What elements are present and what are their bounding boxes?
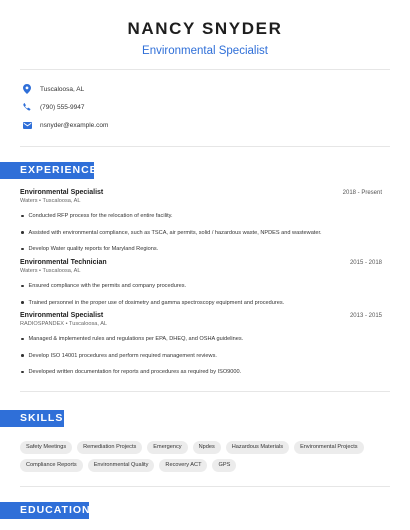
candidate-title: Environmental Specialist [142,45,268,57]
contact-location [20,82,390,96]
job-entry [20,259,382,316]
contact-email[interactable] [20,118,390,132]
skill-chip: Recovery ACT [159,459,207,472]
skills-list [20,441,390,472]
job-bullet: Managed & implemented rules and regulations per EPA, DHEQ, and OSHA guidelines. [20,336,382,353]
skill-chip: Remediation Projects [77,441,142,454]
skill-chip: Safety Meetings [20,441,72,454]
skill-chip: Compliance Reports [20,459,83,472]
skill-chip: Emergency [147,441,187,454]
skill-chip: Environmental Quality [88,459,155,472]
job-bullet: Assisted with environmental compliance, such as TSCA, air permits, solid / hazardous waste, NPDES and wastewater. [20,230,382,247]
job-entry [20,189,382,263]
candidate-name: NANCY SNYDER [127,19,283,38]
job-bullet: Conducted RFP process for the relocation of entire facility. [20,213,382,230]
job-bullet: Develop ISO 14001 procedures and perform required management reviews. [20,353,382,370]
job-title: Environmental Specialist [20,312,104,319]
job-company: Waters • Tuscaloosa, AL [20,268,81,274]
contact-email-text[interactable]: nsnyder@example.com [40,121,109,129]
header-divider [20,69,390,70]
skill-chip: Environmental Projects [294,441,364,454]
contact-phone-text: (790) 555-9947 [40,103,85,111]
section-skills-heading: SKILLS [0,410,64,427]
skill-chip: Npdes [193,441,221,454]
skill-chip: GPS [212,459,236,472]
job-bullet: Develop Water quality reports for Maryland Regions. [20,246,382,263]
job-dates: 2015 - 2018 [349,260,382,266]
contact-location-text: Tuscaloosa, AL [40,85,85,93]
job-dates: 2018 - Present [342,190,382,196]
email-icon [20,118,34,132]
job-title: Environmental Specialist [20,189,104,196]
section-education-heading: EDUCATION [0,502,89,519]
contact-phone [20,100,390,114]
job-entry [20,312,382,386]
resume-header [0,18,410,58]
phone-icon [20,100,34,114]
job-dates: 2013 - 2015 [349,313,382,319]
job-title: Environmental Technician [20,259,107,266]
section-experience-heading: EXPERIENCE [0,162,94,179]
skill-chip: Hazardous Materials [226,441,289,454]
job-bullet: Trained personnel in the proper use of dosimetry and gamma spectroscopy equipment and procedures. [20,300,382,317]
skills-divider [20,486,390,487]
job-bullet: Developed written documentation for reports and procedures as required by ISO9000. [20,369,382,386]
job-bullet: Ensured compliance with the permits and company procedures. [20,283,382,300]
experience-divider [20,391,390,392]
job-company: Waters • Tuscaloosa, AL [20,198,81,204]
location-pin-icon [20,82,34,96]
contact-divider [20,146,390,147]
job-company: RADIOSPANDEX • Tuscaloosa, AL [20,321,108,327]
